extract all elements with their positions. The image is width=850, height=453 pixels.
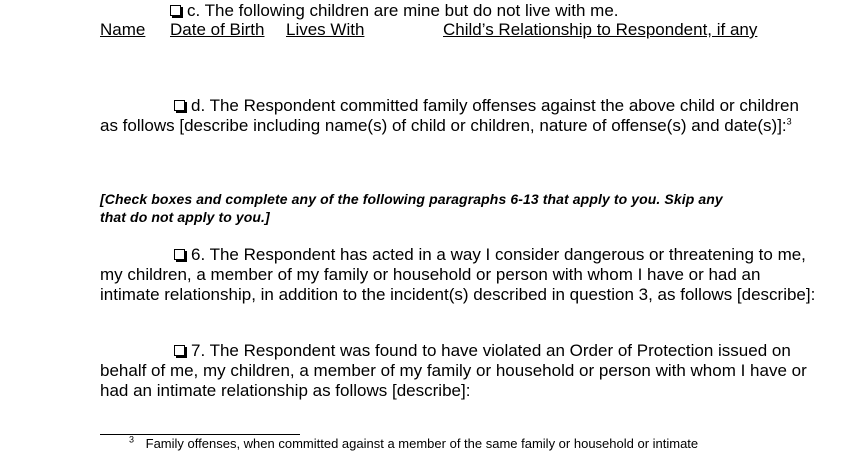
footnote-number: 3 (129, 434, 135, 445)
checkbox-6[interactable] (174, 249, 185, 260)
para7-line2: behalf of me, my children, a member of my family or household or person with whom I have or (100, 361, 807, 380)
section-c-text: c. The following children are mine but do not live with me. (187, 1, 619, 20)
para6-line1 (174, 244, 806, 266)
section-d-line1 (174, 95, 799, 117)
para7-line3: had an intimate relationship as follows [describe]: (100, 381, 471, 400)
para7-text-1: 7. The Respondent was found to have violated an Order of Protection issued on (191, 341, 791, 360)
section-d-text-2: as follows [describe including name(s) of child or children, nature of offense(s) and date(s)]: (100, 116, 787, 135)
section-d-line2 (100, 115, 792, 137)
header-childs-relationship: Child’s Relationship to Respondent, if any (443, 20, 758, 39)
checkbox-d[interactable] (174, 100, 185, 111)
checkbox-7[interactable] (174, 345, 185, 356)
section-d-text-1: d. The Respondent committed family offenses against the above child or children (191, 96, 799, 115)
footnote-line (129, 436, 698, 452)
para6-line3: intimate relationship, in addition to the incident(s) described in question 3, as follows [describe]: (100, 285, 816, 304)
checkbox-c[interactable] (170, 5, 181, 16)
instructions-line2: that do not apply to you.] (100, 209, 270, 225)
header-name: Name (100, 20, 146, 39)
footnote-text: Family offenses, when committed against a member of the same family or household or intimate (145, 436, 699, 451)
para6-text-1: 6. The Respondent has acted in a way I consider dangerous or threatening to me, (191, 245, 806, 264)
footnote-ref-3: 3 (786, 116, 792, 127)
para7-line1 (174, 340, 791, 362)
para6-line2: my children, a member of my family or household or person with whom I have or had an (100, 265, 761, 284)
header-date-of-birth: Date of Birth (170, 20, 265, 39)
instructions-line1: [Check boxes and complete any of the following paragraphs 6-13 that apply to you. Skip any (100, 191, 723, 207)
header-lives-with: Lives With (286, 20, 365, 39)
